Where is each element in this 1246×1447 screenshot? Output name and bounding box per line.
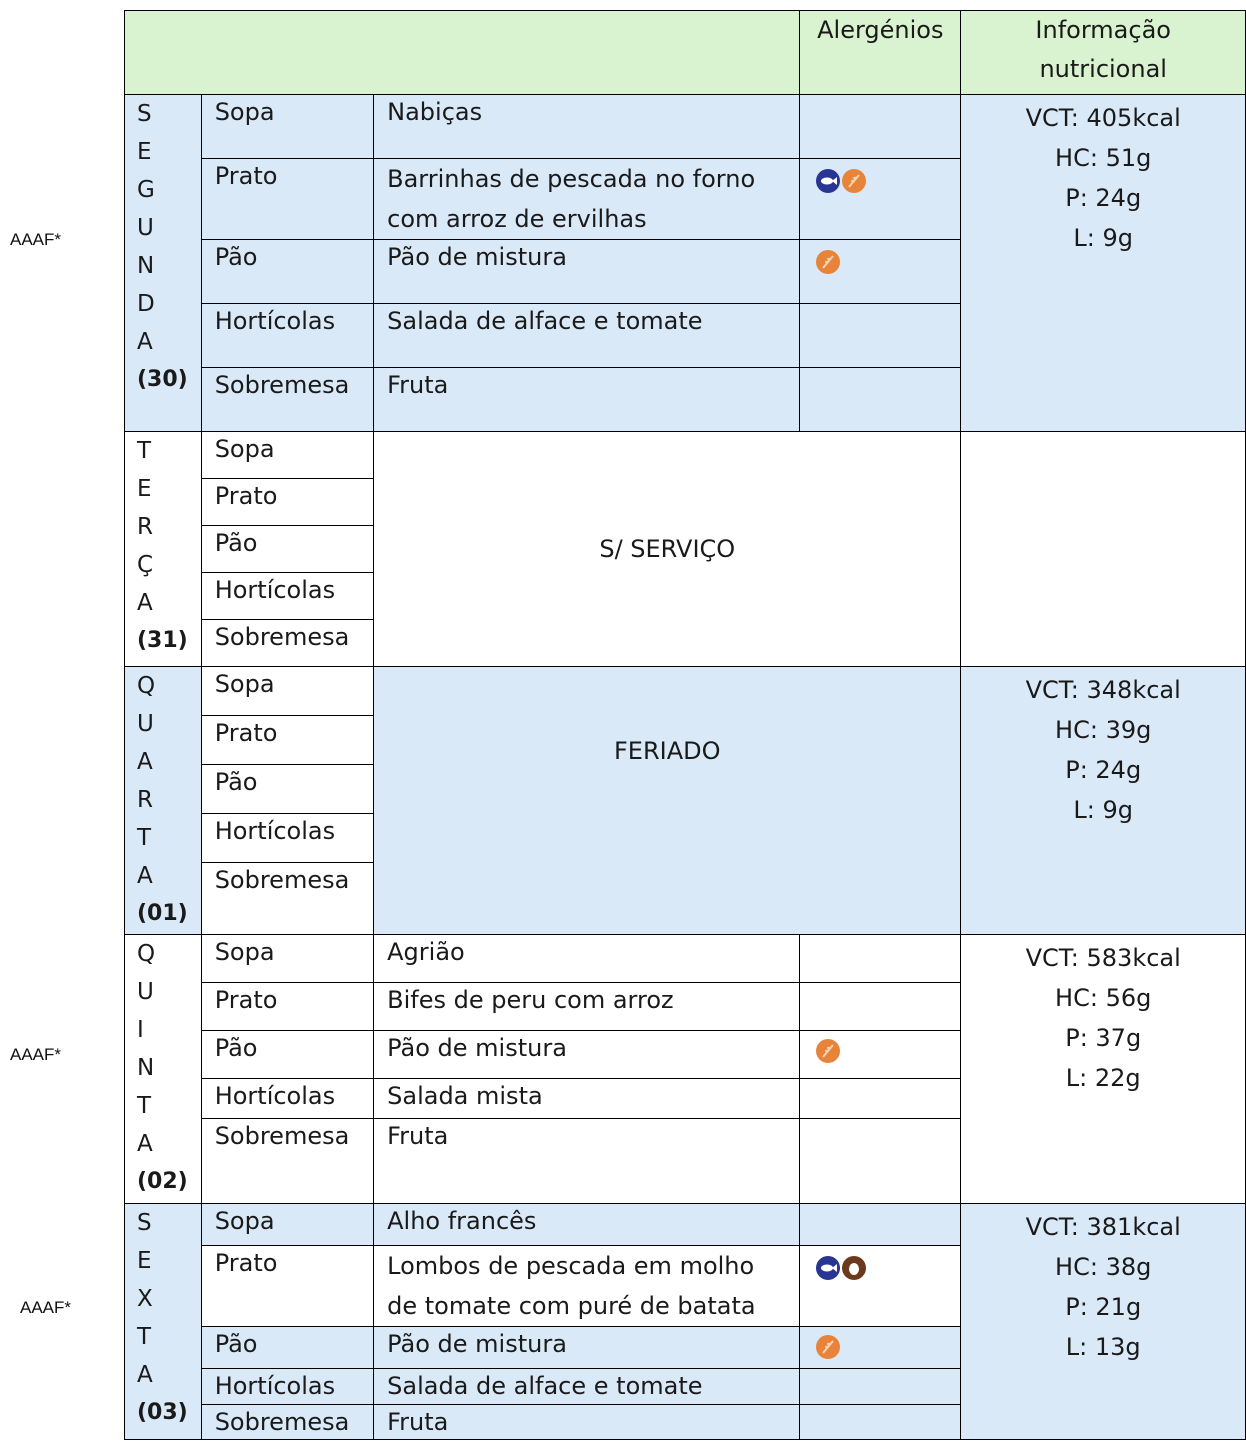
category-cell: Prato <box>201 716 373 765</box>
allergen-cell <box>800 95 961 159</box>
weekly-menu-table <box>124 10 1246 1440</box>
terca-row-sopa <box>125 432 1246 479</box>
category-cell: Pão <box>201 1031 373 1079</box>
allergen-cell <box>800 1204 961 1246</box>
allergen-cell <box>800 240 961 304</box>
nutrition-quarta: VCT: 348kcal HC: 39g P: 24g L: 9g <box>961 667 1246 935</box>
egg-icon <box>842 1256 866 1280</box>
allergen-cell <box>800 1246 961 1327</box>
dish-cell: Fruta <box>374 368 800 432</box>
dish-cell: Fruta <box>374 1405 800 1440</box>
category-cell: Hortícolas <box>201 573 373 620</box>
category-cell: Sopa <box>201 95 373 159</box>
category-cell: Sopa <box>201 432 373 479</box>
category-cell: Pão <box>201 765 373 814</box>
dish-cell: Agrião <box>374 935 800 983</box>
holiday-message: FERIADO <box>374 667 961 935</box>
header-blank <box>125 11 800 95</box>
dish-cell: Salada de alface e tomate <box>374 304 800 368</box>
category-cell: Sopa <box>201 935 373 983</box>
allergen-cell <box>800 1369 961 1405</box>
category-cell: Prato <box>201 479 373 526</box>
gluten-icon <box>816 1039 840 1063</box>
category-cell: Sobremesa <box>201 368 373 432</box>
allergen-cell <box>800 1079 961 1119</box>
allergen-cell <box>800 935 961 983</box>
category-cell: Hortícolas <box>201 814 373 863</box>
segunda-row-sopa <box>125 95 1246 159</box>
no-service-message: S/ SERVIÇO <box>374 432 961 667</box>
dish-cell: Alho francês <box>374 1204 800 1246</box>
fish-icon <box>816 1256 840 1280</box>
category-cell: Sobremesa <box>201 1405 373 1440</box>
category-cell: Prato <box>201 159 373 240</box>
category-cell: Sobremesa <box>201 620 373 667</box>
gluten-icon <box>816 250 840 274</box>
dish-cell: Fruta <box>374 1119 800 1204</box>
day-label-quinta: Q U I N T A (02) <box>125 935 202 1204</box>
aaaf-note-segunda: AAAF* <box>10 230 62 249</box>
category-cell: Prato <box>201 983 373 1031</box>
header-row <box>125 11 1246 95</box>
dish-cell: Salada mista <box>374 1079 800 1119</box>
allergen-cell <box>800 1327 961 1369</box>
allergen-cell <box>800 1405 961 1440</box>
category-cell: Hortícolas <box>201 1369 373 1405</box>
category-cell: Sobremesa <box>201 863 373 935</box>
day-label-segunda: S E G U N D A (30) <box>125 95 202 432</box>
nutrition-sexta: VCT: 381kcal HC: 38g P: 21g L: 13g <box>961 1204 1246 1440</box>
dish-cell: Nabiças <box>374 95 800 159</box>
dish-cell: Barrinhas de pescada no forno com arroz de ervilhas <box>374 159 800 240</box>
gluten-icon <box>816 1335 840 1359</box>
aaaf-note-quinta: AAAF* <box>10 1045 62 1064</box>
allergen-cell <box>800 1119 961 1204</box>
sexta-row-sopa <box>125 1204 1246 1246</box>
nutrition-quinta: VCT: 583kcal HC: 56g P: 37g L: 22g <box>961 935 1246 1204</box>
quinta-row-sopa <box>125 935 1246 983</box>
category-cell: Hortícolas <box>201 1079 373 1119</box>
dish-cell: Lombos de pescada em molho de tomate com puré de batata <box>374 1246 800 1327</box>
category-cell: Pão <box>201 526 373 573</box>
dish-cell: Pão de mistura <box>374 1031 800 1079</box>
dish-cell: Bifes de peru com arroz <box>374 983 800 1031</box>
quarta-row-sopa <box>125 667 1246 716</box>
dish-cell: Salada de alface e tomate <box>374 1369 800 1405</box>
nutrition-segunda: VCT: 405kcal HC: 51g P: 24g L: 9g <box>961 95 1246 432</box>
aaaf-note-sexta: AAAF* <box>20 1298 72 1317</box>
dish-cell: Pão de mistura <box>374 240 800 304</box>
dish-cell: Pão de mistura <box>374 1327 800 1369</box>
category-cell: Pão <box>201 1327 373 1369</box>
category-cell: Sopa <box>201 1204 373 1246</box>
fish-icon <box>816 169 840 193</box>
gluten-icon <box>842 169 866 193</box>
category-cell: Sopa <box>201 667 373 716</box>
header-alergenios: Alergénios <box>800 11 961 95</box>
nutrition-terca <box>961 432 1246 667</box>
day-label-sexta: S E X T A (03) <box>125 1204 202 1440</box>
day-label-quarta: Q U A R T A (01) <box>125 667 202 935</box>
allergen-cell <box>800 159 961 240</box>
allergen-cell <box>800 368 961 432</box>
header-info-nutricional: Informação nutricional <box>961 11 1246 95</box>
category-cell: Hortícolas <box>201 304 373 368</box>
category-cell: Sobremesa <box>201 1119 373 1204</box>
category-cell: Pão <box>201 240 373 304</box>
allergen-cell <box>800 1031 961 1079</box>
category-cell: Prato <box>201 1246 373 1327</box>
allergen-cell <box>800 304 961 368</box>
day-label-terca: T E R Ç A (31) <box>125 432 202 667</box>
allergen-cell <box>800 983 961 1031</box>
